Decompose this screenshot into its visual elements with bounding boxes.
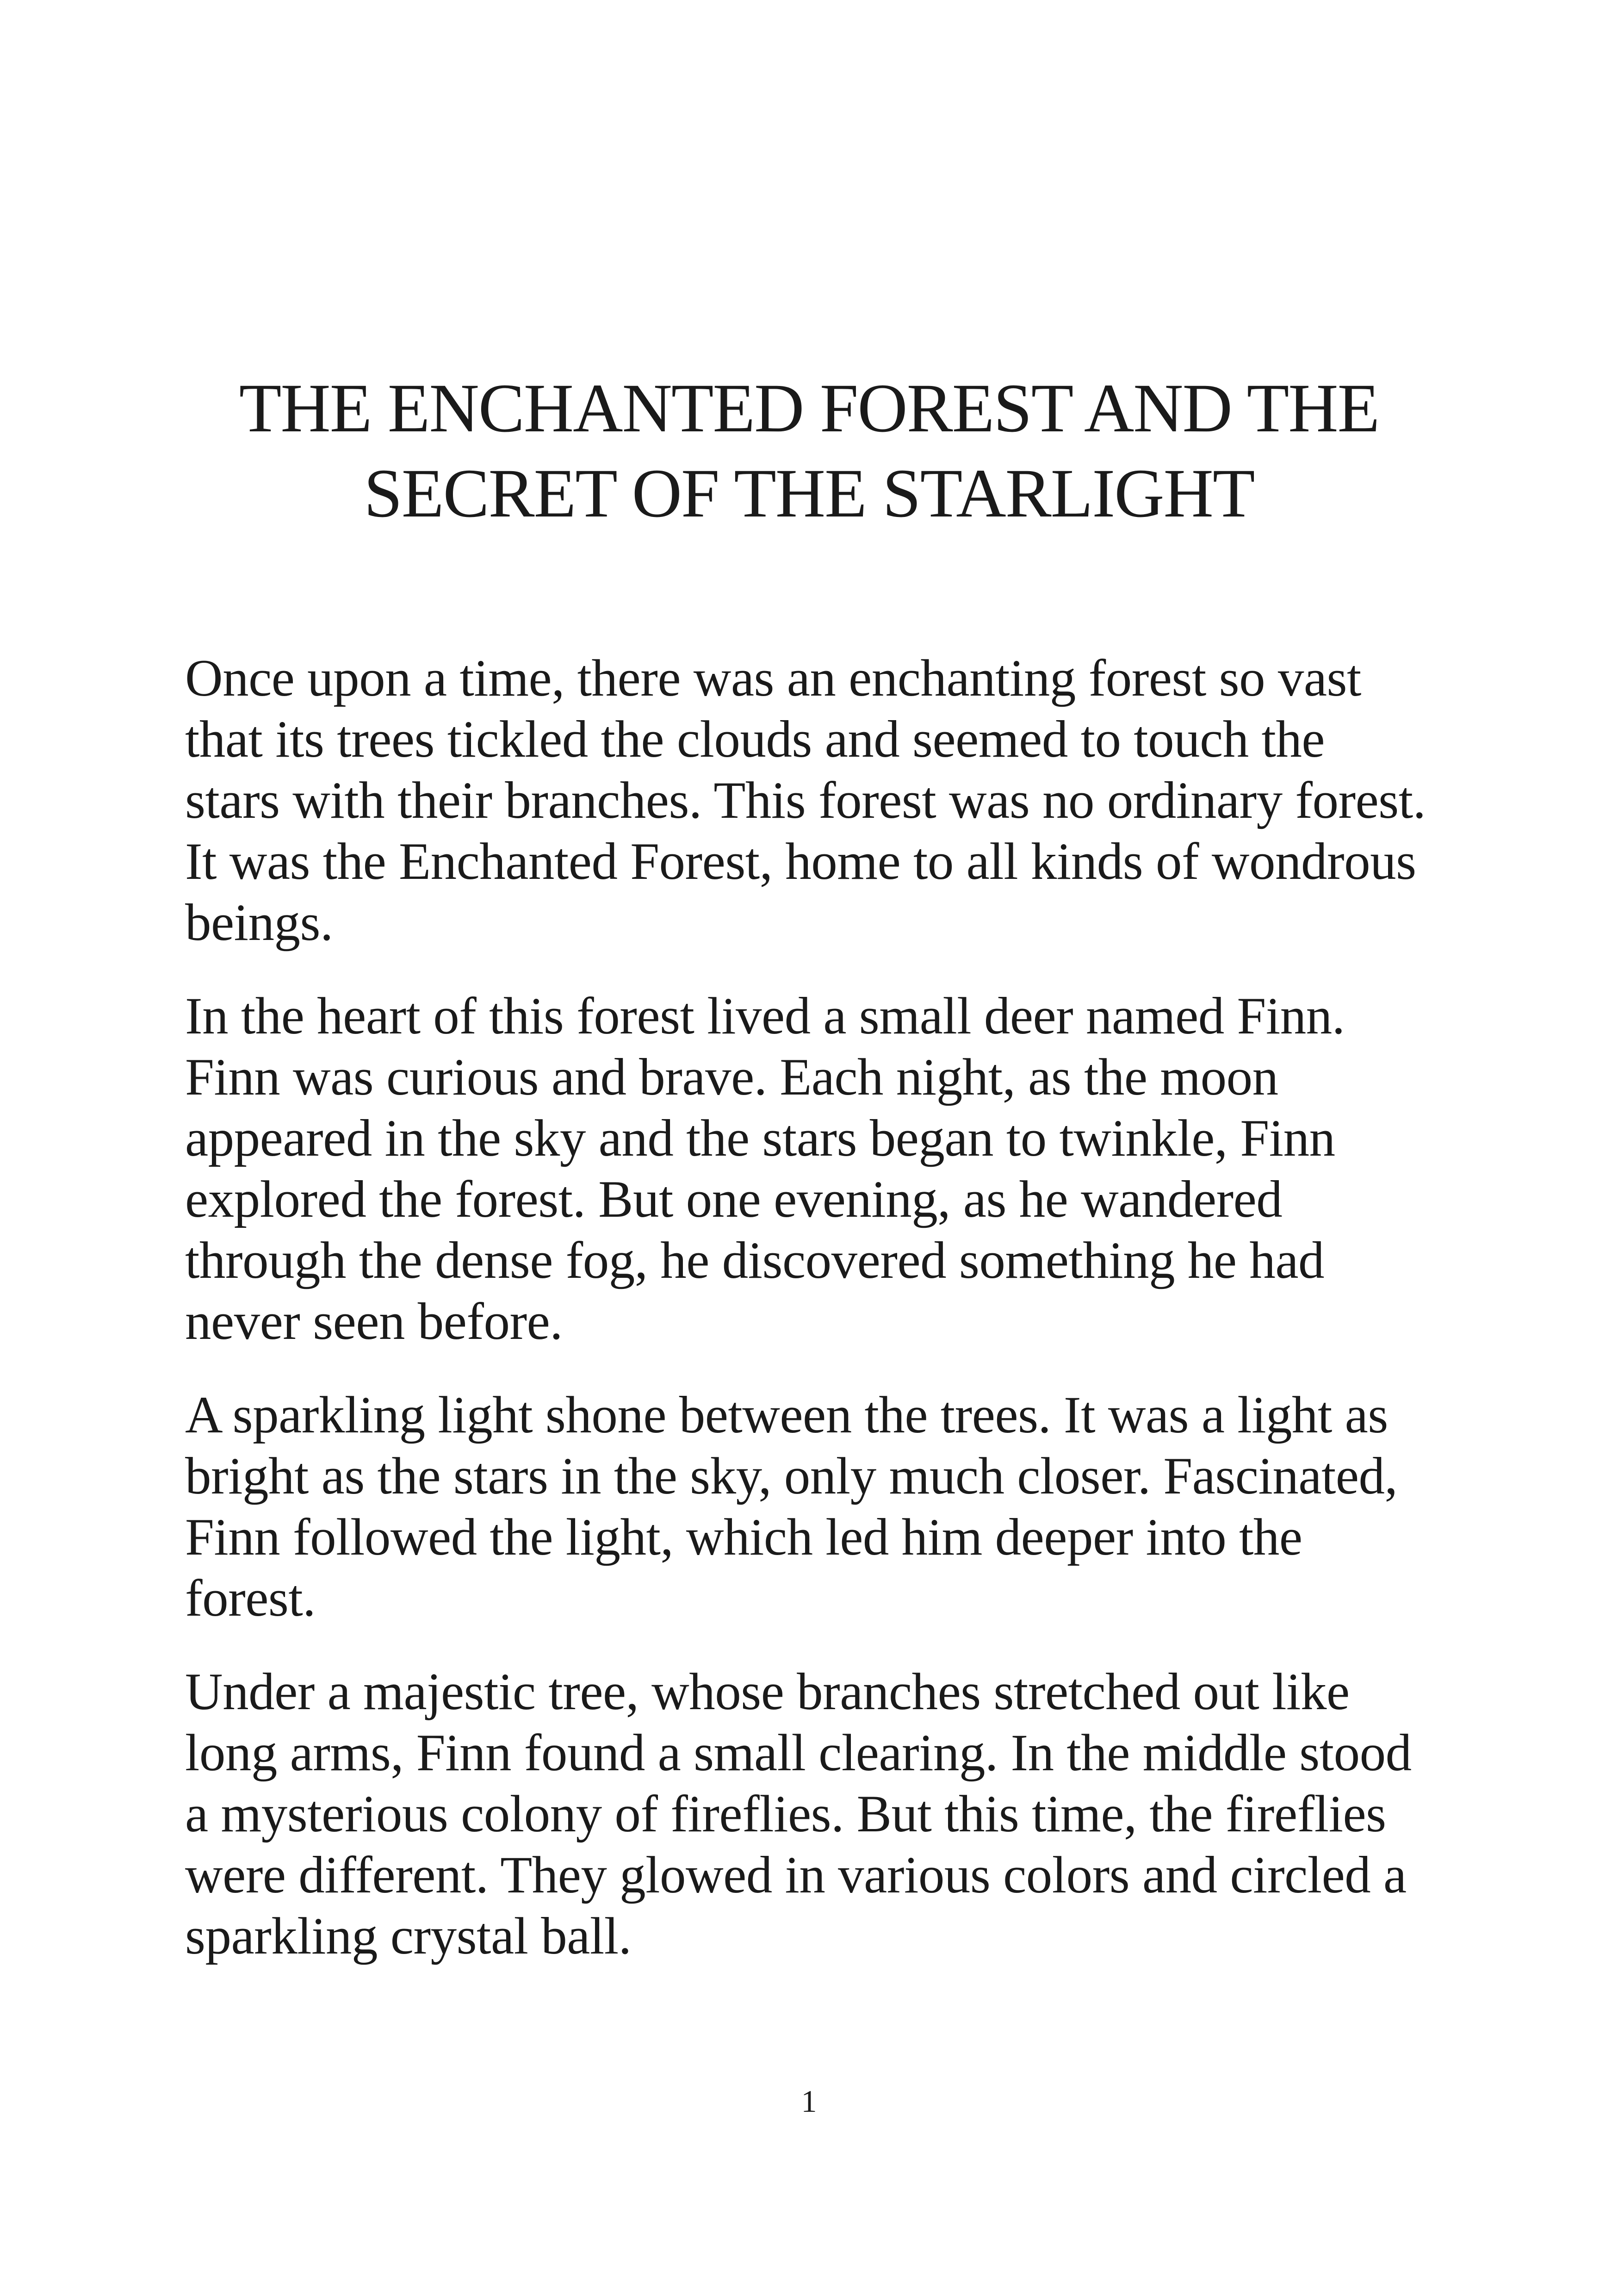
paragraph-4	[185, 1661, 1471, 1967]
paragraph-line: bright as the stars in the sky, only much closer. Fascinated,	[185, 1447, 1398, 1505]
paragraph-line: explored the forest. But one evening, as he wandered	[185, 1170, 1283, 1228]
paragraph-line: never seen before.	[185, 1293, 563, 1350]
paragraph-3	[185, 1385, 1471, 1629]
paragraph-line: Once upon a time, there was an enchanting forest so vast	[185, 649, 1361, 707]
paragraph-1	[185, 648, 1471, 953]
paragraph-line: It was the Enchanted Forest, home to all kinds of wondrous	[185, 833, 1416, 890]
paragraph-line: sparkling crystal ball.	[185, 1907, 632, 1965]
title-line: THE ENCHANTED FOREST AND THE	[239, 370, 1379, 447]
paragraph-line: appeared in the sky and the stars began to twinkle, Finn	[185, 1109, 1335, 1167]
page-number: 1	[801, 2084, 817, 2119]
paragraph-line: a mysterious colony of fireflies. But this time, the fireflies	[185, 1785, 1386, 1843]
paragraph-line: stars with their branches. This forest was no ordinary forest.	[185, 772, 1426, 829]
paragraph-line: were different. They glowed in various colors and circled a	[185, 1846, 1407, 1904]
page-title	[139, 366, 1479, 536]
paragraph-line: through the dense fog, he discovered something he had	[185, 1232, 1324, 1289]
paragraph-line: Finn followed the light, which led him deeper into the	[185, 1508, 1302, 1566]
paragraph-2	[185, 986, 1471, 1352]
paragraph-line: long arms, Finn found a small clearing. In the middle stood	[185, 1724, 1412, 1782]
paragraph-line: forest.	[185, 1569, 316, 1627]
paragraph-line: A sparkling light shone between the trees. It was a light as	[185, 1386, 1388, 1444]
title-line: SECRET OF THE STARLIGHT	[364, 455, 1254, 532]
paragraph-line: that its trees tickled the clouds and seemed to touch the	[185, 710, 1325, 768]
paragraph-line: beings.	[185, 894, 333, 952]
paragraph-line: In the heart of this forest lived a small deer named Finn.	[185, 987, 1345, 1045]
story-body	[185, 648, 1471, 1999]
paragraph-line: Finn was curious and brave. Each night, as the moon	[185, 1048, 1278, 1106]
paragraph-line: Under a majestic tree, whose branches stretched out like	[185, 1663, 1350, 1721]
